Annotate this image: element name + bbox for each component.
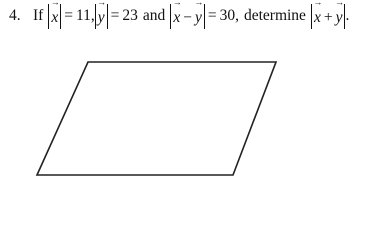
comma-separator: , [235, 7, 239, 24]
if-word: If [33, 7, 44, 24]
comma-separator: , [90, 7, 95, 24]
parallelogram-shape [37, 62, 276, 175]
vector-y: → y [336, 3, 343, 30]
and-word: and [142, 7, 166, 24]
y-magnitude-value: 23 [122, 7, 138, 24]
difference-magnitude-value: 30 [219, 7, 236, 24]
equals-sign: = [207, 7, 217, 24]
vector-x: → x [51, 3, 58, 30]
determine-word: determine [243, 7, 306, 24]
question-number: 4. [9, 7, 21, 24]
period: . [345, 7, 350, 24]
vector-x: → x [173, 3, 180, 30]
vector-x: → x [314, 3, 321, 30]
minus-sign: − [183, 8, 192, 26]
plus-sign: + [323, 8, 333, 26]
x-magnitude-value: 11 [75, 7, 91, 24]
equals-sign: = [64, 7, 73, 24]
equals-sign: = [110, 7, 120, 24]
vector-y: → y [98, 3, 105, 30]
vector-y: → y [195, 3, 202, 30]
